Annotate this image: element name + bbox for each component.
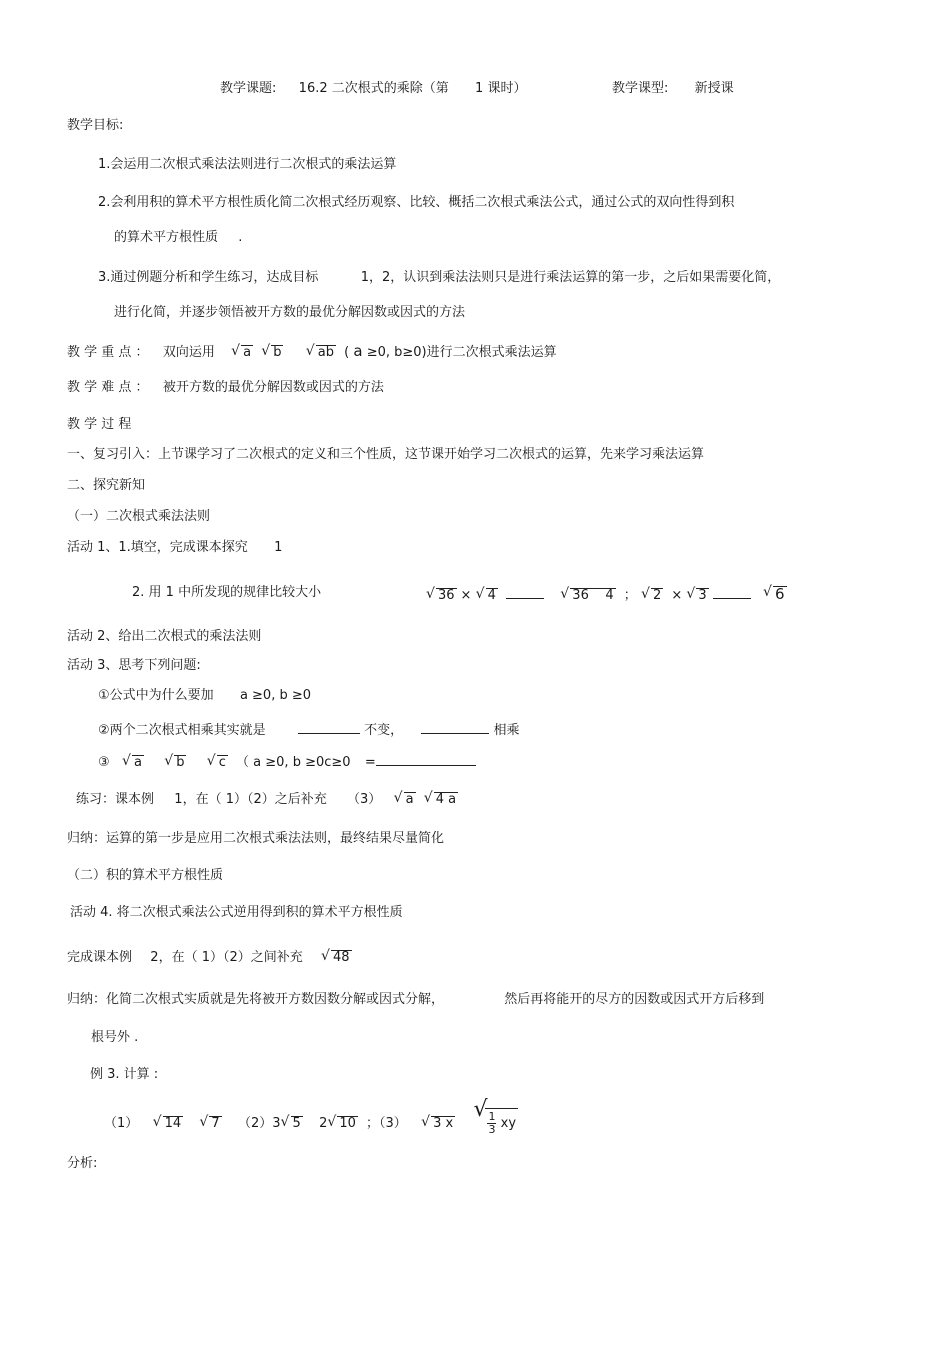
focus-text: 双向运用 — [162, 345, 215, 360]
summary-1: 归纳：运算的第一步是应用二次根式乘法法则，最终结果尽量简化 — [67, 831, 445, 846]
focus-text-2: 进行二次根式乘法运算 — [426, 345, 557, 360]
section-2-2: （二）积的算术平方根性质 — [67, 868, 224, 883]
summary-2-a: 归纳：化简二次根式实质就是先将被开方数因数分解或因式分解， — [67, 992, 445, 1007]
radical-48: √ 48 — [321, 948, 350, 965]
answer-blank-3[interactable] — [298, 721, 360, 734]
equals-sign: = — [364, 755, 376, 770]
activity-1-text: 活动 1、1.填空，完成课本探究 — [67, 540, 248, 555]
radical-frac-xy: √ $\frac{1}{3}$ xy — [473, 1097, 517, 1136]
radical-a-ex: √ a — [393, 790, 414, 807]
summary-2-cont: 根号外 . — [91, 1030, 139, 1045]
activity-2: 活动 2、给出二次根式的乘法法则 — [67, 629, 262, 644]
analysis-label: 分析: — [67, 1156, 98, 1171]
lesson-header — [220, 81, 526, 97]
radical-a: √ a — [231, 343, 252, 360]
exercise-text: 1，在（ 1）（2）之后补充 — [174, 792, 327, 807]
goal-1: 1.会运用二次根式乘法法则进行二次根式的乘法运算 — [98, 157, 397, 172]
radical-36: √ 36 — [426, 586, 455, 603]
question-2-mid: 不变， — [364, 723, 404, 738]
example-3-part-1: （1） — [104, 1116, 139, 1131]
semicolon: ； — [623, 588, 637, 603]
question-2-text: ②两个二次根式相乘其实就是 — [98, 723, 266, 738]
focus-label: 教 学 重 点 ： — [67, 345, 149, 360]
radical-4: √ 4 — [475, 586, 496, 603]
summary-2-b: 然后再将能开的尽方的因数或因式开方后移到 — [504, 992, 765, 1007]
activity-1-num: 1 — [274, 540, 283, 555]
type-label: 教学课型: — [612, 81, 669, 96]
activity-4: 活动 4. 将二次根式乘法公式逆用得到积的算术平方根性质 — [70, 905, 403, 920]
times-sign: × — [460, 588, 472, 603]
section-2-1: （一）二次根式乘法法则 — [67, 509, 211, 524]
answer-blank-2[interactable] — [713, 586, 751, 599]
question-1-text: ①公式中为什么要加 — [98, 688, 214, 703]
radical-6: √ 6 — [762, 584, 785, 603]
goals-label: 教学目标: — [67, 118, 124, 133]
goal-3-text-b: 1，2，认识到乘法法则只是进行乘法运算的第一步，之后如果需要化简， — [360, 270, 781, 285]
complete-example-label: 完成课本例 — [67, 950, 133, 965]
radical-b: √ b — [261, 343, 282, 360]
radical-3x: √ 3 x — [421, 1114, 454, 1131]
section-2: 二、探究新知 — [67, 478, 146, 493]
question-2-end: 相乘 — [493, 723, 520, 738]
focus-cond: ≥0, b≥0) — [366, 345, 427, 360]
radical-ab: √ ab — [305, 343, 334, 360]
activity-1 — [67, 540, 282, 556]
topic-value: 16.2 二次根式的乘除（第 — [298, 81, 449, 96]
question-1-condition: a ≥0, b ≥0 — [239, 688, 312, 703]
radical-36x4: √ 36 4 — [560, 586, 614, 603]
topic-label: 教学课题: — [220, 81, 277, 96]
section-1: 一、复习引入：上节课学习了二次根式的定义和三个性质，这节课开始学习二次根式的运算，先来学习乘法运算 — [67, 447, 705, 462]
activity-3: 活动 3、思考下列问题: — [67, 658, 201, 673]
radical-5: √ 5 — [280, 1114, 301, 1131]
goal-2-period: . — [238, 230, 243, 245]
radical-a-q3: √ a — [121, 753, 142, 770]
lesson-type — [612, 81, 734, 97]
exercise — [76, 792, 462, 808]
goal-3-cont: 进行化简，并逐步领悟被开方数的最优分解因数或因式的方法 — [114, 305, 466, 320]
radical-3: √ 3 — [686, 586, 707, 603]
exercise-label: 练习：课本例 — [76, 792, 155, 807]
example-3-expr — [104, 1097, 522, 1136]
radical-4a-ex: √ 4 a — [423, 790, 457, 807]
answer-blank-5[interactable] — [376, 753, 476, 766]
coefficient-2: 2 — [319, 1116, 328, 1131]
goal-3 — [98, 270, 780, 286]
process-label: 教 学 过 程 — [67, 417, 132, 432]
complete-example-text: 2，在（ 1）（2）之间补充 — [150, 950, 303, 965]
focus-cond-open: ( — [344, 345, 350, 360]
question-3 — [98, 753, 476, 771]
question-1 — [98, 688, 311, 704]
difficulty-label: 教 学 难 点 ： — [67, 380, 149, 395]
radical-10: √ 10 — [327, 1114, 356, 1131]
radical-b-q3: √ b — [164, 753, 185, 770]
teaching-difficulty — [67, 380, 384, 396]
summary-2 — [67, 992, 764, 1008]
radical-c-q3: √ c — [206, 753, 226, 770]
goal-2: 2.会利用积的算术平方根性质化简二次根式经历观察、比较、概括二次根式乘法公式，通过公式的双向性得到积 — [98, 195, 735, 210]
compare-expression — [426, 586, 791, 604]
goal-2-cont — [114, 230, 242, 246]
answer-blank[interactable] — [506, 586, 544, 599]
question-3-num: ③ — [98, 755, 110, 770]
example-3-part-2: （2）3 — [237, 1116, 281, 1131]
radical-14: √ 14 — [152, 1114, 182, 1131]
fraction-one-third: $\frac{1}{3}$ — [488, 1110, 496, 1136]
exercise-3: （3） — [347, 792, 382, 807]
topic-num: 1 — [475, 81, 484, 96]
times-sign-2: × — [671, 588, 683, 603]
type-value: 新授课 — [694, 81, 734, 96]
topic-end: 课时） — [487, 81, 527, 96]
goal-2-cont-text: 的算术平方根性质 — [114, 230, 219, 245]
teaching-focus — [67, 343, 557, 361]
radical-7: √ 7 — [199, 1114, 220, 1131]
question-2 — [98, 721, 520, 739]
answer-blank-4[interactable] — [421, 721, 489, 734]
difficulty-text: 被开方数的最优分解因数或因式的方法 — [162, 380, 384, 395]
question-3-condition: （ a ≥0, b ≥0c≥0 — [236, 755, 351, 770]
goal-3-text: 3.通过例题分析和学生练习，达成目标 — [98, 270, 319, 285]
example-3: 例 3. 计算 : — [90, 1067, 159, 1082]
complete-example — [67, 950, 356, 966]
focus-cond-a: a — [353, 342, 363, 360]
radical-2: √ 2 — [640, 586, 662, 603]
activity-1-2: 2. 用 1 中所发现的规律比较大小 — [132, 585, 322, 600]
example-3-part-3: ；（3） — [366, 1116, 407, 1131]
